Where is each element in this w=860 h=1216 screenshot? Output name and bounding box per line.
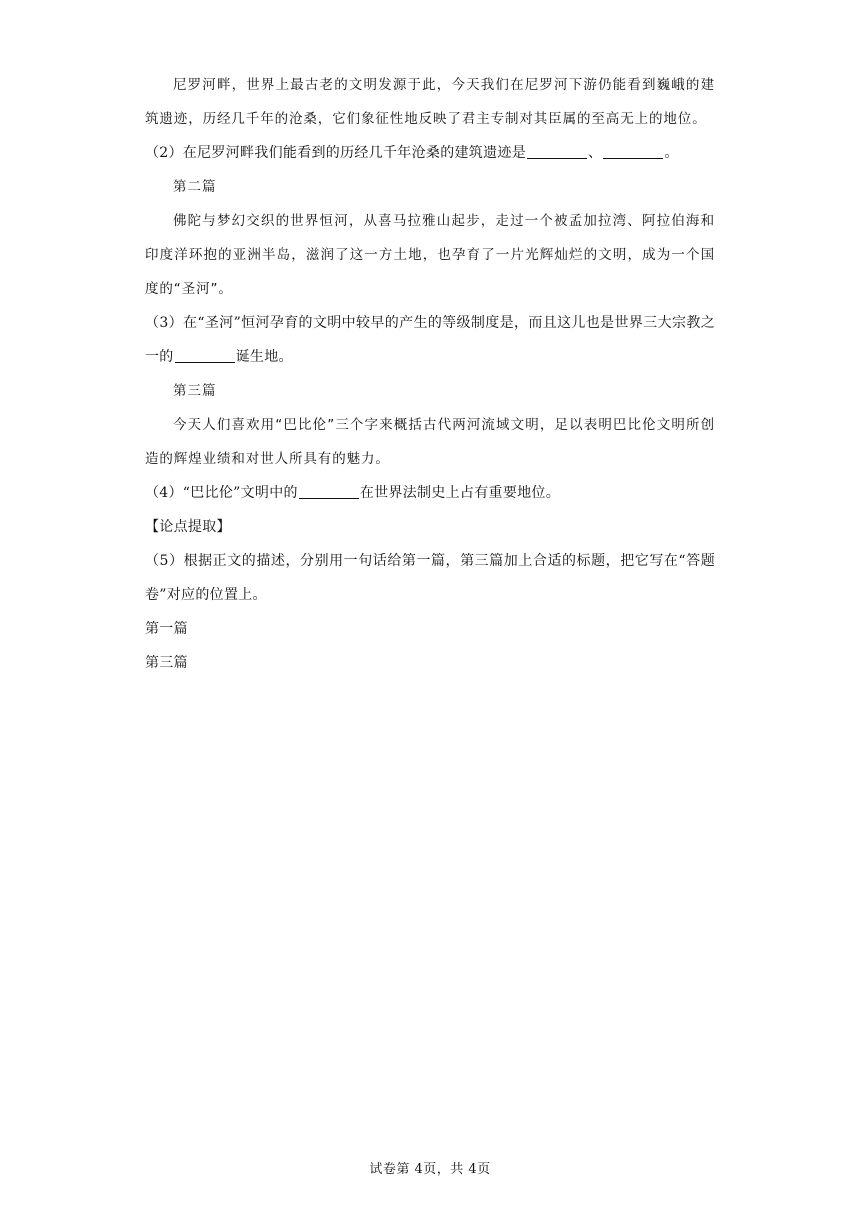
answer-label-section-3: 第三篇	[145, 655, 188, 671]
answer-blank-3[interactable]	[175, 348, 235, 363]
passage-1-text: 尼罗河畔，世界上最古老的文明发源于此，今天我们在尼罗河下游仍能看到巍峨的建筑遗迹，历经几千年的沧桑，它们象征性地反映了君主专制对其臣属的至高无上的地位。	[145, 77, 715, 127]
answer-label-section-1: 第一篇	[145, 621, 188, 637]
question-2-prefix: （2）在尼罗河畔我们能看到的历经几千年沧桑的建筑遗迹是	[145, 145, 527, 161]
question-2	[145, 136, 715, 170]
passage-2-text: 佛陀与梦幻交织的世界恒河，从喜马拉雅山起步，走过一个被孟加拉湾、阿拉伯海和印度洋环抱的亚洲半岛，滋润了这一方土地，也孕育了一片光辉灿烂的文明，成为一个国度的“圣河”。	[145, 213, 715, 297]
question-3	[145, 306, 715, 374]
question-4-prefix: （4）“巴比伦”文明中的	[145, 485, 298, 501]
argument-extraction-heading: 【论点提取】	[145, 519, 231, 535]
section-2-heading: 第二篇	[173, 179, 217, 195]
passage-3	[145, 408, 715, 476]
passage-1	[145, 68, 715, 136]
answer-blank-4[interactable]	[299, 484, 359, 499]
passage-3-text: 今天人们喜欢用“巴比伦”三个字来概括古代两河流域文明，足以表明巴比伦文明所创造的辉煌业绩和对世人所具有的魅力。	[145, 417, 715, 467]
question-4	[145, 476, 715, 510]
page-footer: 试卷第 4页，共 4页	[369, 1162, 491, 1177]
question-4-suffix: 在世界法制史上占有重要地位。	[359, 485, 561, 501]
section-3-heading: 第三篇	[173, 383, 217, 399]
question-3-prefix: （3）在“圣河”恒河孕育的文明中较早的产生的等级制度是，而且这儿也是世界三大宗教之一的	[145, 315, 715, 365]
page-content	[145, 68, 715, 680]
question-2-middle: 、	[588, 145, 603, 161]
passage-2	[145, 204, 715, 306]
question-3-suffix: 诞生地。	[235, 349, 293, 365]
question-2-suffix: 。	[664, 145, 679, 161]
question-5-text: （5）根据正文的描述，分别用一句话给第一篇，第三篇加上合适的标题，把它写在“答题卷”对应的位置上。	[145, 553, 715, 603]
answer-blank-2b[interactable]	[603, 144, 663, 159]
question-5	[145, 544, 715, 612]
answer-blank-2a[interactable]	[527, 144, 587, 159]
